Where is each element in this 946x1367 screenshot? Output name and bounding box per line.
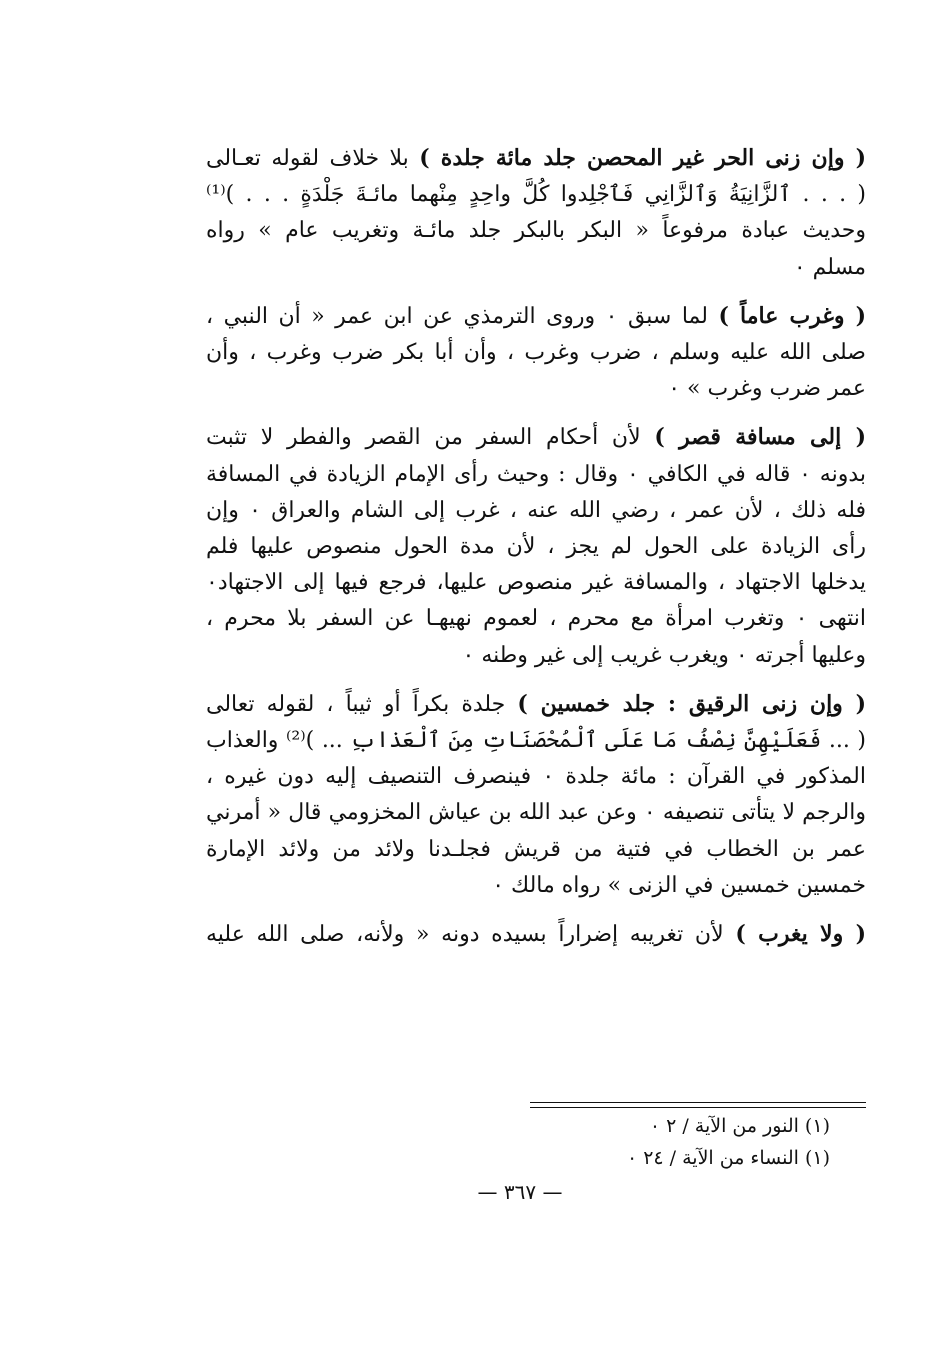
text-line: [206, 298, 866, 335]
paragraph-1: [206, 140, 866, 286]
bold-lead-phrase: ( وإن زنى الرقيق : جلد خمسين ): [517, 690, 866, 717]
page-number: — ٣٦٧ —: [477, 1180, 563, 1204]
text-line: [206, 419, 866, 456]
text-line: المذكور في القرآن : مائة جلدة ٠ فينصرف التنصيف إليه دون غيره ،: [206, 764, 866, 790]
paragraph-gap: [206, 904, 866, 916]
text-line: وعليها أجرته ٠ ويغرب غريب إلى غير وطنه ٠: [462, 642, 866, 668]
paragraph-gap: [206, 407, 866, 419]
paragraph-gap: [206, 286, 866, 298]
text-line: [206, 916, 866, 953]
paragraph-3: [206, 419, 866, 673]
footnote-item: (١) النساء من الآية / ٢٤ ٠: [626, 1147, 830, 1169]
text-line: [206, 686, 866, 723]
paragraph-5: [206, 916, 866, 953]
text-run: لما سبق ٠ وروى الترمذي عن ابن عمر « أن النبي ،: [206, 303, 719, 329]
text-run: جلدة بكراً أو ثيباً ، لقوله تعالى: [206, 691, 518, 717]
bold-lead-phrase: ( وإن زنى الحر غير المحصن جلد مائة جلدة ): [419, 145, 866, 171]
text-line: صلى الله عليه وسلم ، ضرب وغرب ، وأن أبا بكر ضرب وغرب ، وأن: [206, 340, 866, 366]
text-line: بدونه ٠ قاله في الكافي ٠ وقال : وحيث رأى الإمام الزيادة في المسافة: [206, 461, 866, 487]
footnote-item: (١) النور من الآية / ٢ ٠: [649, 1115, 830, 1137]
text-line: والرجم لا يتأتى تنصيفه ٠ وعن عبد الله بن عياش المخزومي قال « أمرني: [206, 800, 866, 826]
text-line: [206, 140, 866, 177]
text-line: مسلم ٠: [793, 254, 866, 280]
text-line: يدخلها الاجتهاد ، والمسافة غير منصوص عليها، فرجع فيها إلى الاجتهاد٠: [206, 570, 866, 596]
paragraph-2: [206, 298, 866, 408]
bold-lead-phrase: ( ولا يغرب ): [735, 921, 866, 948]
quran-verse-line: ( ... فَعَلَيْهِنَّ نِصْفُ مَا عَلَى ٱلْمُحْصَنَاتِ مِنَ ٱلْعَذابِ ... )⁽²⁾ والعذاب: [206, 728, 866, 754]
page-body: [206, 140, 866, 953]
text-line: عمر ضرب وغرب » ٠: [668, 376, 866, 402]
footnote-divider: [530, 1102, 866, 1108]
paragraph-gap: [206, 674, 866, 686]
text-run: لأن أحكام السفر من القصر والفطر لا تثبت: [206, 425, 655, 451]
bold-lead-phrase: ( وغرب عاماً ): [718, 302, 866, 329]
text-line: انتهى ٠ وتغرب امرأة مع محرم ، لعموم نهيهـا عن السفر بلا محرم ،: [206, 606, 866, 632]
text-run: لأن تغريبه إضراراً بسيده دونه « ولأنه، صلى الله عليه: [206, 922, 736, 948]
text-line: وحديث عبادة مرفوعاً « البكر بالبكر جلد مائـة وتغريب عام » رواه: [206, 218, 866, 244]
quran-verse-line: ( . . . ٱلزَّانِيَةُ وَٱلزَّانِي فَٱجْلِدوا كُلَّ واحِدٍ مِنْهما مائـةَ جَلْدَةٍ . . . )⁽¹⁾: [206, 182, 866, 208]
text-line: رأى الزيادة على الحول لم يجز ، لأن مدة الحول منصوص عليها فلم: [206, 534, 866, 560]
paragraph-4: [206, 686, 866, 904]
footnotes: [530, 1110, 830, 1174]
text-line: فله ذلك ، لأن عمر ، رضي الله عنه ، غرب إلى الشام والعراق ٠ وإن: [206, 497, 866, 523]
text-line: عمر بن الخطاب في فتية من قريش فجلـدنا ولائد من ولائد الإمارة: [206, 836, 866, 862]
bold-lead-phrase: ( إلى مسافة قصر ): [654, 424, 866, 451]
text-run: بلا خلاف لقوله تعـالى: [206, 146, 420, 171]
text-line: خمسين خمسين في الزنى » رواه مالك ٠: [492, 872, 866, 898]
